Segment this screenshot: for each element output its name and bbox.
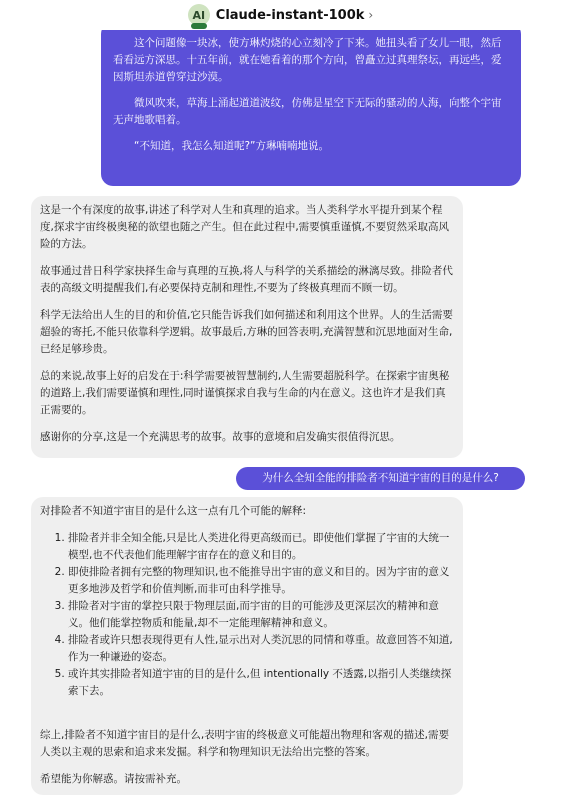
message-paragraph: 感谢你的分享,这是一个充满思考的故事。故事的意境和启发确实很值得沉思。 (40, 431, 401, 443)
message-paragraph: 希望能为你解惑。请按需补充。 (40, 773, 187, 785)
explanation-list (40, 530, 454, 700)
message-paragraph: 故事通过昔日科学家抉择生命与真理的互换,将人与科学的关系描绘的淋漓尽致。排险者代表的高级文明提醒我们,有必要保持克制和理性,不要为了终极真理而不顾一切。 (40, 265, 453, 294)
user-message-question: 为什么全知全能的排险者不知道宇宙的目的是什么? (236, 467, 525, 490)
list-item: 4. 排险者或许只想表现得更有人性,显示出对人类沉思的同情和尊重。故意回答不知道,作为一种谦逊的姿态。 (68, 632, 454, 666)
user-message-story (101, 22, 521, 186)
message-paragraph: 这个问题像一块冰，使方琳灼烧的心立刻冷了下来。她扭头看了女儿一眼，然后看看远方深思。十五年前，就在她看着的那个方向，曾矗立过真理祭坛，再远些，爱因斯坦赤道曾穿过沙漠。 (113, 37, 502, 83)
chevron-right-icon[interactable]: › (368, 8, 374, 22)
message-paragraph: 综上,排险者不知道宇宙目的是什么,表明宇宙的终极意义可能超出物理和客观的描述,需要人类以主观的思索和追求来发掘。科学和物理知识无法给出完整的答案。 (40, 729, 450, 758)
message-paragraph: 这是一个有深度的故事,讲述了科学对人生和真理的追求。当人类科学水平提升到某个程度,探求宇宙终极奥秘的欲望也随之产生。但在此过程中,需要慎重谨慎,不要贸然采取高风险的方法。 (40, 204, 450, 250)
avatar-text: AI (192, 8, 206, 22)
avatar-badge (191, 23, 207, 29)
message-paragraph: 总的来说,故事上好的启发在于:科学需要被智慧制约,人生需要超脱科学。在探索宇宙奥秘的道路上,我们需要谨慎和理性,同时谨慎探求自我与生命的内在意义。这也许才是我们真正需要的。 (40, 370, 450, 416)
list-item: 2. 即使排险者拥有完整的物理知识,也不能推导出宇宙的意义和目的。因为宇宙的意义更多地涉及哲学和价值判断,而非可由科学推导。 (68, 564, 454, 598)
list-item: 5. 或许其实排险者知道宇宙的目的是什么,但 intentionally 不透露,以指引人类继续探索下去。 (68, 666, 454, 700)
spacer (40, 710, 454, 727)
bot-message-1 (31, 196, 463, 458)
message-paragraph: “不知道，我怎么知道呢?”方琳喃喃地说。 (134, 140, 329, 152)
chat-header (0, 0, 561, 30)
message-paragraph: 科学无法给出人生的目的和价值,它只能告诉我们如何描述和利用这个世界。人的生活需要超验的寄托,不能只依靠科学逻辑。故事最后,方琳的回答表明,充满智慧和沉思地面对生命,已经足够珍贵。 (40, 309, 453, 355)
bot-avatar[interactable] (188, 4, 210, 26)
list-item: 3. 排险者对宇宙的掌控只限于物理层面,而宇宙的目的可能涉及更深层次的精神和意义。他们能掌控物质和能量,却不一定能理解精神和意义。 (68, 598, 454, 632)
bot-message-2 (31, 497, 463, 795)
message-paragraph: 微风吹来，草海上涌起道道波纹，仿佛是星空下无际的骚动的人海，向整个宇宙无声地歌唱着。 (113, 97, 502, 126)
bot-name[interactable]: Claude-instant-100k (215, 7, 365, 23)
list-item: 1. 排险者并非全知全能,只是比人类进化得更高级而已。即使他们掌握了宇宙的大统一模型,也不代表他们能理解宇宙存在的意义和目的。 (68, 530, 454, 564)
message-paragraph: 对排险者不知道宇宙目的是什么这一点有几个可能的解释: (40, 505, 307, 517)
